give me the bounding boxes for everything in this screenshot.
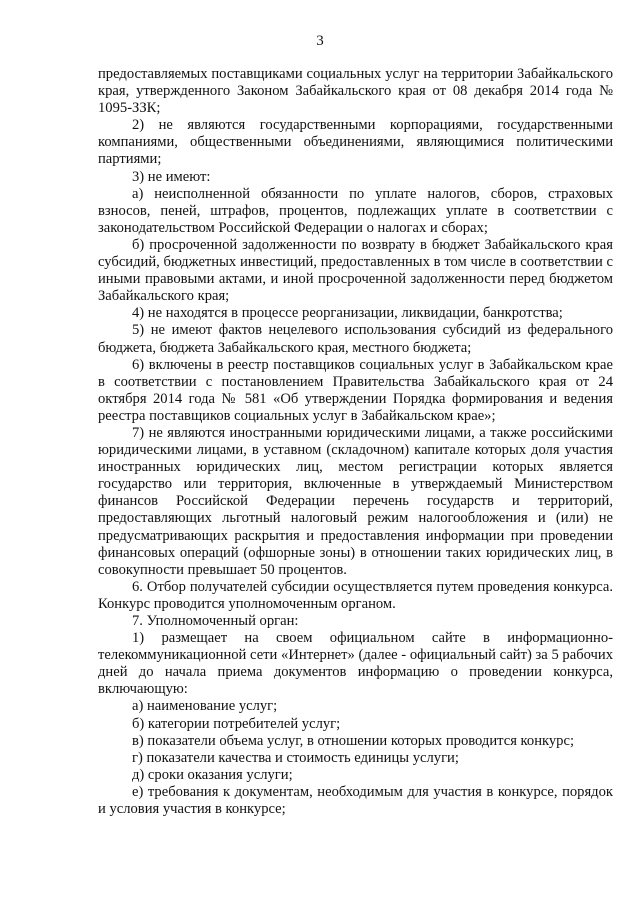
list-item-d: д) сроки оказания услуги; (132, 766, 293, 783)
paragraph-item-7: 7) не являются иностранными юридическими лицами, а также российскими юридическими лицами, в уставном (складочном) капитале которых доля участия иностранных юридических лиц, местом регистрации которых является государство или территория, включенные в утверждаемый Министерством финансов Российской Федерации перечень государств и территорий, предоставляющих льготный налоговый режим налогообложения и (или) не предусматривающих раскрытия и предоставления информации при проведении финансовых операций (офшорные зоны) в отношении таких юридических лиц, в совокупности превышает 50 процентов. (98, 424, 613, 578)
list-item-g: г) показатели качества и стоимость единицы услуги; (132, 749, 459, 766)
paragraph-continuation: предоставляемых поставщиками социальных услуг на территории Забайкальского края, утвержденного Законом Забайкальского края от 08 декабря 2014 года № 1095-ЗЗК; (98, 66, 613, 117)
paragraph-item-3: 3) не имеют: (132, 168, 211, 185)
paragraph-section-6: 6. Отбор получателей субсидии осуществляется путем проведения конкурса. Конкурс проводится уполномоченным органом. (98, 578, 613, 612)
list-item-v: в) показатели объема услуг, в отношении которых проводится конкурс; (132, 732, 575, 749)
paragraph-subitem-a: а) неисполненной обязанности по уплате налогов, сборов, страховых взносов, пеней, штрафов, процентов, подлежащих уплате в соответствии с законодательством Российской Федерации о налогах и сборах; (98, 185, 613, 236)
list-item-e: е) требования к документам, необходимым для участия в конкурсе, порядок и условия участия в конкурсе; (98, 783, 613, 818)
paragraph-item-6: 6) включены в реестр поставщиков социальных услуг в Забайкальском крае в соответствии с постановлением Правительства Забайкальского края от 24 октября 2014 года № 581 «Об утверждении Порядка формирования и ведения реестра поставщиков социальных услуг в Забайкальском крае»; (98, 356, 613, 424)
document-body (98, 66, 613, 818)
paragraph-item-2: 2) не являются государственными корпорациями, государственными компаниями, общественными объединениями, являющимися политическими партиями; (98, 117, 613, 168)
paragraph-section-7: 7. Уполномоченный орган: (132, 613, 299, 629)
list-item-a: а) наименование услуг; (132, 698, 278, 715)
paragraph-section-7-item-1: 1) размещает на своем официальном сайте в информационно-телекоммуникационной сети «Интернет» (далее - официальный сайт) за 5 рабочих дней до начала приема документов информацию о проведении конкурса, включающую: (98, 630, 613, 698)
paragraph-subitem-b: б) просроченной задолженности по возврату в бюджет Забайкальского края субсидий, бюджетных инвестиций, предоставленных в том числе в соответствии с иными правовыми актами, и иной просроченной задолженности перед бюджетом Забайкальского края; (98, 236, 613, 305)
paragraph-item-4: 4) не находятся в процессе реорганизации, ликвидации, банкротства; (132, 305, 563, 322)
list-item-b: б) категории потребителей услуг; (132, 715, 341, 732)
paragraph-item-5: 5) не имеют фактов нецелевого использования субсидий из федерального бюджета, бюджета Забайкальского края, местного бюджета; (98, 322, 613, 356)
page-number: 3 (316, 33, 324, 49)
